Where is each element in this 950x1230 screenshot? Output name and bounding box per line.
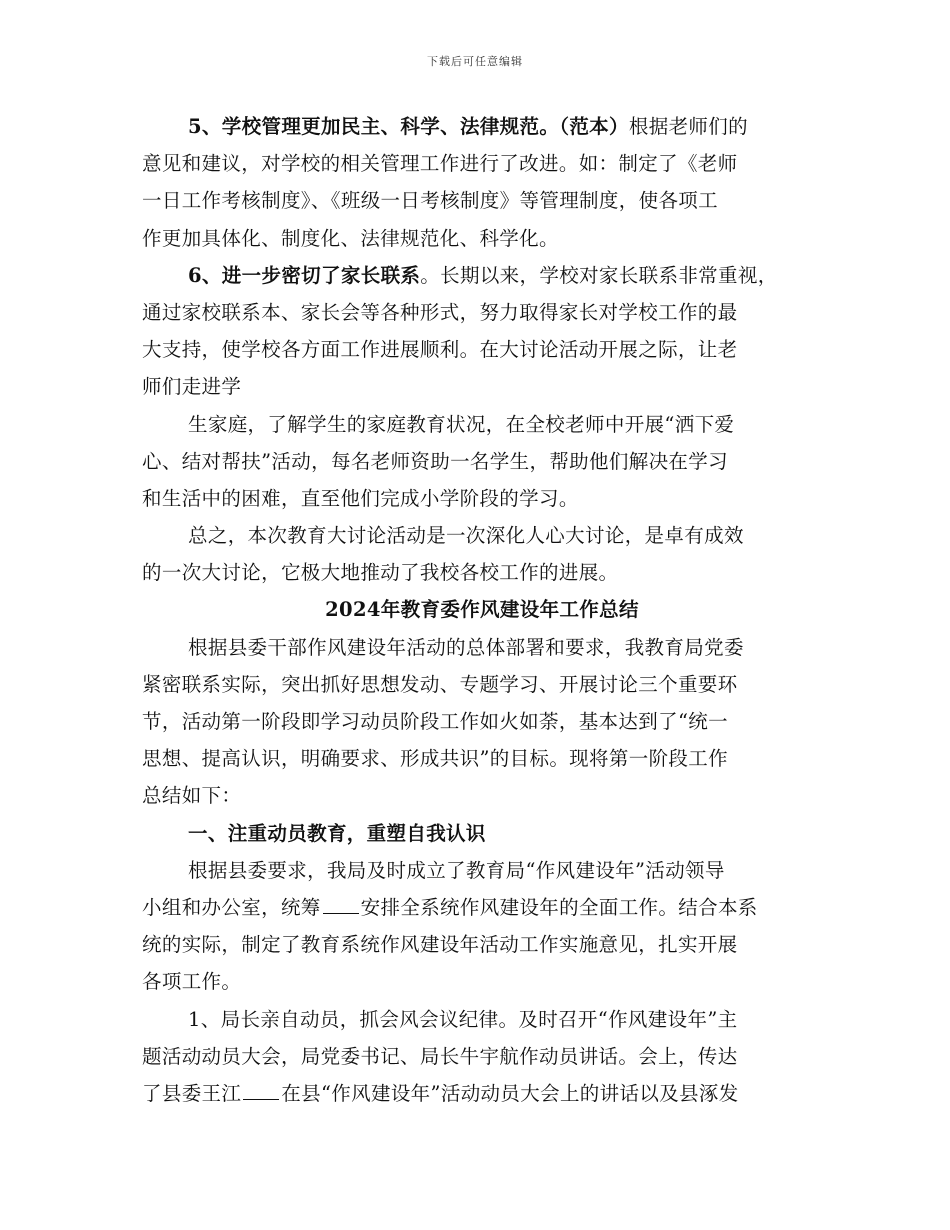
paragraph-11-line-2: 题活动动员大会，局党委书记、局长牛宇航作动员讲话。会上，传达 xyxy=(142,1044,738,1068)
blank-underline xyxy=(323,895,359,914)
paragraph-8-line-2: 的一次大讨论，它极大地推动了我校各校工作的进展。 xyxy=(142,561,619,585)
paragraph-5-line-1 xyxy=(142,108,812,145)
blank-underline xyxy=(243,1081,279,1100)
page-header-note: 下载后可任意编辑 xyxy=(427,55,523,68)
paragraph-7-line-2: 心、结对帮扶”活动，每名老师资助一名学生，帮助他们解决在学习 xyxy=(142,449,728,473)
paragraph-6-line-4: 师们走进学 xyxy=(142,375,242,399)
paragraph-10-text-a: 小组和办公室，统筹 xyxy=(142,895,321,919)
paragraph-7-line-3: 和生活中的困难，直至他们完成小学阶段的学习。 xyxy=(142,486,579,510)
paragraph-5-line-2: 意见和建议，对学校的相关管理工作进行了改进。如：制定了《老师 xyxy=(142,152,738,176)
paragraph-6-line-2: 通过家校联系本、家长会等各种形式，努力取得家长对学校工作的最 xyxy=(142,300,738,324)
paragraph-6-line-3: 大支持，使学校各方面工作进展顺利。在大讨论活动开展之际，让老 xyxy=(142,338,738,362)
paragraph-11-text-a: 了县委王江 xyxy=(142,1081,242,1105)
paragraph-5-text: 根据老师们的 xyxy=(628,115,748,138)
paragraph-10-line-3: 统的实际，制定了教育系统作风建设年活动工作实施意见，扎实开展 xyxy=(142,933,738,957)
paragraph-6-heading: 6、进一步密切了家长联系 xyxy=(188,263,421,287)
paragraph-11-text-b: 在县“作风建设年”活动动员大会上的讲话以及县涿发 xyxy=(281,1081,739,1105)
paragraph-9-line-3: 节，活动第一阶段即学习动员阶段工作如火如荼，基本达到了“统一 xyxy=(142,710,728,733)
document-title: 2024年教育委作风建设年工作总结 xyxy=(325,598,639,622)
paragraph-10-text-b: 安排全系统作风建设年的全面工作。结合本系 xyxy=(360,895,758,919)
paragraph-11-line-3 xyxy=(142,1075,812,1112)
document-body xyxy=(142,108,812,1112)
paragraph-5-line-3: 一日工作考核制度》、《班级一日考核制度》等管理制度，使各项工 xyxy=(142,189,719,213)
paragraph-11-line-1: 1、局长亲自动员，抓会风会议纪律。及时召开“作风建设年”主 xyxy=(188,1007,738,1031)
section-1-heading: 一、注重动员教育，重塑自我认识 xyxy=(188,821,486,845)
paragraph-6-line-1 xyxy=(142,257,812,294)
paragraph-5-line-4: 作更加具体化、制度化、法律规范化、科学化。 xyxy=(142,226,559,250)
paragraph-10-line-1: 根据县委要求，我局及时成立了教育局“作风建设年”活动领导 xyxy=(188,858,725,882)
paragraph-9-line-2: 紧密联系实际，突出抓好思想发动、专题学习、开展讨论三个重要环 xyxy=(142,672,738,696)
paragraph-9-line-1: 根据县委干部作风建设年活动的总体部署和要求，我教育局党委 xyxy=(188,635,744,659)
paragraph-10-line-4: 各项工作。 xyxy=(142,970,242,994)
paragraph-9-line-5: 总结如下： xyxy=(142,784,242,808)
paragraph-5-heading: 5、学校管理更加民主、科学、法律规范。（范本） xyxy=(188,115,629,138)
paragraph-6-text: 。长期以来，学校对家长联系非常重视， xyxy=(420,263,778,287)
paragraph-8-line-1: 总之，本次教育大讨论活动是一次深化人心大讨论，是卓有成效 xyxy=(188,524,744,548)
paragraph-10-line-2 xyxy=(142,889,812,926)
paragraph-7-line-1: 生家庭，了解学生的家庭教育状况，在全校老师中开展“洒下爱 xyxy=(188,412,735,436)
paragraph-9-line-4: 思想、提高认识，明确要求、形成共识”的目标。现将第一阶段工作 xyxy=(142,747,728,771)
